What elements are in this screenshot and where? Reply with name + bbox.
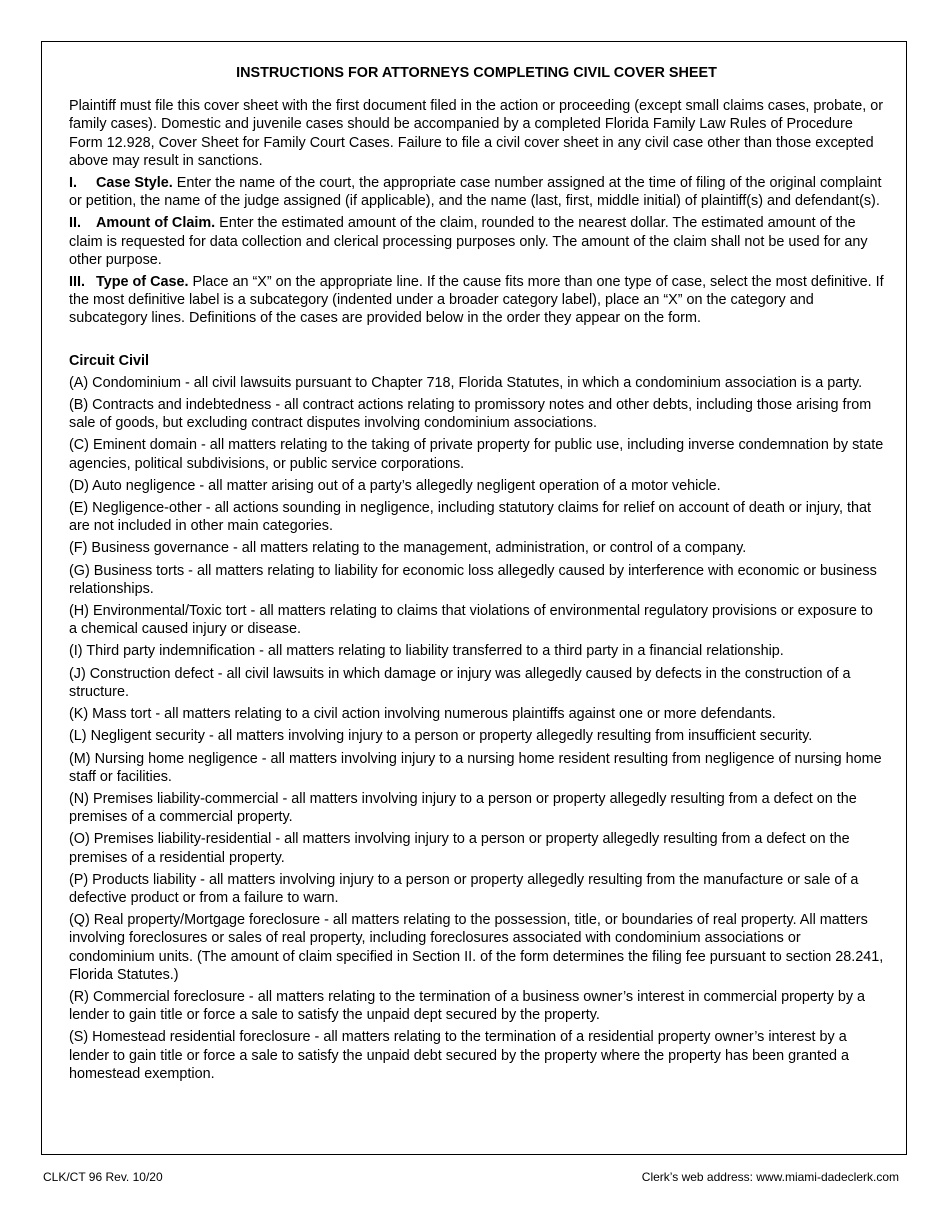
circuit-civil-heading: Circuit Civil — [69, 352, 149, 369]
section-label: Case Style. — [96, 175, 173, 192]
case-type-item-o: (O) Premises liability-residential - all matters involving injury to a person or property allegedly resulting from a defect on the premises of a residential property. — [69, 831, 850, 866]
section-amount-of-claim — [69, 214, 884, 269]
case-type-item-j: (J) Construction defect - all civil lawsuits in which damage or injury was allegedly caused by defects in the construction of a structure. — [69, 665, 851, 700]
case-type-item-q: (Q) Real property/Mortgage foreclosure - all matters relating to the possession, title, or boundaries of real property. All matters involving foreclosures or sales of real property, including foreclosures associated with condominium associations or condominium units. (The amount of claim specified in Section II. of the form determines the filing fee pursuant to section 28.241, Florida Statutes.) — [69, 912, 884, 983]
section-label: Type of Case. — [96, 274, 189, 291]
document-body — [69, 64, 884, 1087]
section-case-style — [69, 174, 884, 210]
case-type-item-b: (B) Contracts and indebtedness - all contract actions relating to promissory notes and other debts, including those arising from sale of goods, but excluding contract disputes involving condominium associations. — [69, 397, 872, 432]
section-label: Amount of Claim. — [96, 215, 216, 232]
case-type-item-c: (C) Eminent domain - all matters relating to the taking of private property for public use, including inverse condemnation by state agencies, political subdivisions, or public service corporations. — [69, 437, 884, 472]
section-type-of-case — [69, 273, 884, 328]
case-type-item-s: (S) Homestead residential foreclosure - all matters relating to the termination of a residential property owner’s interest by a lender to gain title or force a sale to satisfy the unpaid debt secured by the property where the property has been granted a homestead exemption. — [69, 1029, 849, 1082]
section-number: I. — [69, 175, 77, 192]
case-type-item-e: (E) Negligence-other - all actions sounding in negligence, including statutory claims for relief on account of death or injury, that are not included in other main categories. — [69, 500, 872, 535]
page-title: INSTRUCTIONS FOR ATTORNEYS COMPLETING CIVIL COVER SHEET — [236, 65, 717, 81]
case-type-item-p: (P) Products liability - all matters involving injury to a person or property allegedly resulting from the manufacture or sale of a defective product or from a failure to warn. — [69, 871, 859, 906]
case-type-item-d: (D) Auto negligence - all matter arising out of a party’s allegedly negligent operation of a motor vehicle. — [69, 477, 721, 494]
case-type-item-m: (M) Nursing home negligence - all matters involving injury to a nursing home resident resulting from negligence of nursing home staff or facilities. — [69, 750, 882, 785]
case-type-item-i: (I) Third party indemnification - all matters relating to liability transferred to a third party in a financial relationship. — [69, 643, 784, 660]
section-number: II. — [69, 215, 81, 232]
case-type-item-a: (A) Condominium - all civil lawsuits pursuant to Chapter 718, Florida Statutes, in which a condominium association is a party. — [69, 374, 863, 391]
footer-form-id: CLK/CT 96 Rev. 10/20 — [43, 1170, 163, 1184]
section-text: Enter the name of the court, the appropriate case number assigned at the time of filing of the original complaint or petition, the name of the judge assigned (if applicable), and the name (last, first, middle initial) of plaintiff(s) and defendant(s). — [69, 175, 882, 210]
section-text: Place an “X” on the appropriate line. If the cause fits more than one type of case, select the most definitive. If the most definitive label is a subcategory (indented under a broader category label), place an “X” on the category and subcategory lines. Definitions of the cases are provided below in the order they appear on the form. — [69, 274, 884, 327]
section-text: Enter the estimated amount of the claim, rounded to the nearest dollar. The estimated amount of the claim is requested for data collection and clerical processing purposes only. The amount of the claim shall not be used for any other purpose. — [69, 215, 868, 268]
intro-paragraph: Plaintiff must file this cover sheet with the first document filed in the action or proceeding (except small claims cases, probate, or family cases). Domestic and juvenile cases should be accompanied by a completed Florida Family Law Rules of Procedure Form 12.928, Cover Sheet for Family Court Cases. Failure to file a civil cover sheet in any civil case other than those excepted above may result in sanctions. — [69, 98, 883, 169]
footer-web-address: Clerk’s web address: www.miami-dadeclerk.com — [641, 1170, 899, 1184]
section-number: III. — [69, 274, 85, 291]
case-type-item-h: (H) Environmental/Toxic tort - all matters relating to claims that violations of environmental regulatory provisions or exposure to a chemical caused injury or disease. — [69, 603, 873, 638]
case-type-item-n: (N) Premises liability-commercial - all matters involving injury to a person or property allegedly resulting from a defect on the premises of a commercial property. — [69, 790, 857, 826]
case-type-item-f: (F) Business governance - all matters relating to the management, administration, or control of a company. — [69, 540, 747, 557]
case-type-item-k: (K) Mass tort - all matters relating to a civil action involving numerous plaintiffs against one or more defendants. — [69, 706, 776, 723]
case-type-item-l: (L) Negligent security - all matters involving injury to a person or property allegedly resulting from insufficient security. — [69, 728, 813, 745]
case-type-item-r: (R) Commercial foreclosure - all matters relating to the termination of a business owner’s interest in commercial property by a lender to gain title or force a sale to satisfy the unpaid dept secured by the property. — [69, 988, 866, 1024]
case-type-item-g: (G) Business torts - all matters relating to liability for economic loss allegedly caused by interference with economic or business relationships. — [69, 562, 877, 597]
